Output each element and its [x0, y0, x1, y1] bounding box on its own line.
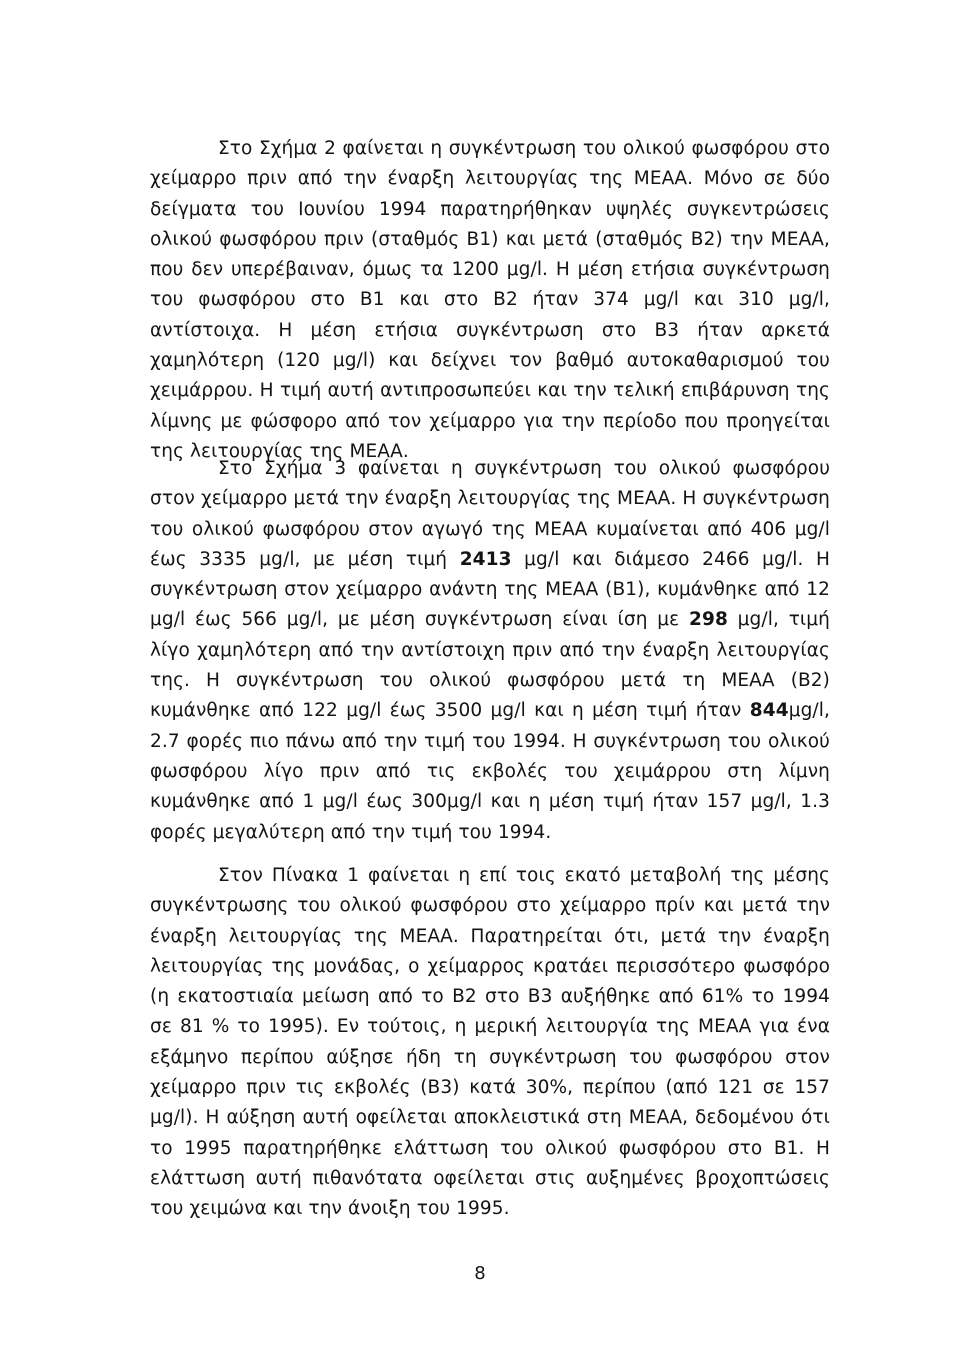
- paragraph-segment: Στο Σχήμα 3 φαίνεται η συγκέντρωση του ολικού φωσφόρου στον χείμαρρο μετά την έναρξη λειτουργίας της ΜΕΑΑ. Η συγκέντρωση του ολικού φωσφόρου στον αγωγό της ΜΕΑΑ κυμαίνεται από 406 μg/l έως 3335 μg/l, με μέση τιμή: [150, 458, 830, 570]
- bold-value: 2413: [459, 548, 512, 570]
- paragraph-segment: μg/l, τιμή λίγο χαμηλότερη από την αντίστοιχη πριν από την έναρξη λειτουργίας της. Η συγκέντρωση του ολικού φωσφόρου μετά τη ΜΕΑΑ (Β2) κυμάνθηκε από 122 μg/l έως 3500 μg/l και η μέση τιμή ήταν: [150, 609, 830, 722]
- paragraph-figure-3: [150, 454, 830, 848]
- bold-value: 298: [689, 609, 728, 631]
- paragraph-segment: μg/l και διάμεσο 2466 μg/l. Η συγκέντρωση στον χείμαρρο ανάντη της ΜΕΑΑ (Β1), κυμάνθηκε από 12 μg/l έως 566 μg/l, με μέση συγκέντρωση είναι ίση με: [150, 548, 830, 631]
- bold-value: 844: [749, 700, 789, 722]
- paragraph-text: [150, 134, 830, 467]
- paragraph-text: [150, 861, 830, 1225]
- page-number: 8: [474, 1263, 486, 1284]
- paragraph-segment: Στον Πίνακα 1 φαίνεται η επί τοις εκατό μεταβολή της μέσης συγκέντρωσης του ολικού φωσφόρου στο χείμαρρο πρίν και μετά την έναρξη λειτουργίας της ΜΕΑΑ. Παρατηρείται ότι, μετά την έναρξη λειτουργίας της μονάδας, ο χείμαρρος κρατάει περισσότερο φωσφόρο (η εκατοστιαία μείωση από το Β2 στο Β3 αυξήθηκε από 61% το 1994 σε 81 % το 1995). Εν τούτοις, η μερική λειτουργία της ΜΕΑΑ για ένα εξάμηνο περίπου αύξησε ήδη τη συγκέντρωση του φωσφόρου στον χείμαρρο πριν τις εκβολές (Β3) κατά 30%, περίπου (από 121 σε 157 μg/l). Η αύξηση αυτή οφείλεται αποκλειστικά στη ΜΕΑΑ, δεδομένου ότι το 1995 παρατηρήθηκε ελάττωση του ολικού φωσφόρου στο Β1. Η ελάττωση αυτή πιθανότατα οφείλεται στις αυξημένες βροχοπτώσεις του χειμώνα και την άνοιξη του 1995.: [150, 865, 830, 1220]
- paragraph-text: [150, 454, 830, 848]
- paragraph-figure-2: [150, 134, 830, 467]
- paragraph-segment: Στο Σχήμα 2 φαίνεται η συγκέντρωση του ολικού φωσφόρου στο χείμαρρο πριν από την έναρξη λειτουργίας της ΜΕΑΑ. Μόνο σε δύο δείγματα του Ιουνίου 1994 παρατηρήθηκαν υψηλές συγκεντρώσεις ολικού φωσφόρου πριν (σταθμός Β1) και μετά (σταθμός Β2) την ΜΕΑΑ, που δεν υπερέβαιναν, όμως τα 1200 μg/l. Η μέση ετήσια συγκέντρωση του φωσφόρου στο Β1 και στο Β2 ήταν 374 μg/l και 310 μg/l, αντίστοιχα. Η μέση ετήσια συγκέντρωση στο Β3 ήταν αρκετά χαμηλότερη (120 μg/l) και δείχνει τον βαθμό αυτοκαθαρισμού του χειμάρρου. Η τιμή αυτή αντιπροσωπεύει και την τελική επιβάρυνση της λίμνης με φώσφορο από τον χείμαρρο για την περίοδο που προηγείται της λειτουργίας της ΜΕΑΑ.: [150, 138, 830, 462]
- paragraph-segment: μg/l, 2.7 φορές πιο πάνω από την τιμή του 1994. Η συγκέντρωση του ολικού φωσφόρου λίγο πριν από τις εκβολές του χειμάρρου στη λίμνη κυμάνθηκε από 1 μg/l έως 300μg/l και η μέση τιμή ήταν 157 μg/l, 1.3 φορές μεγαλύτερη από την τιμή του 1994.: [150, 700, 830, 843]
- paragraph-table-1: [150, 861, 830, 1225]
